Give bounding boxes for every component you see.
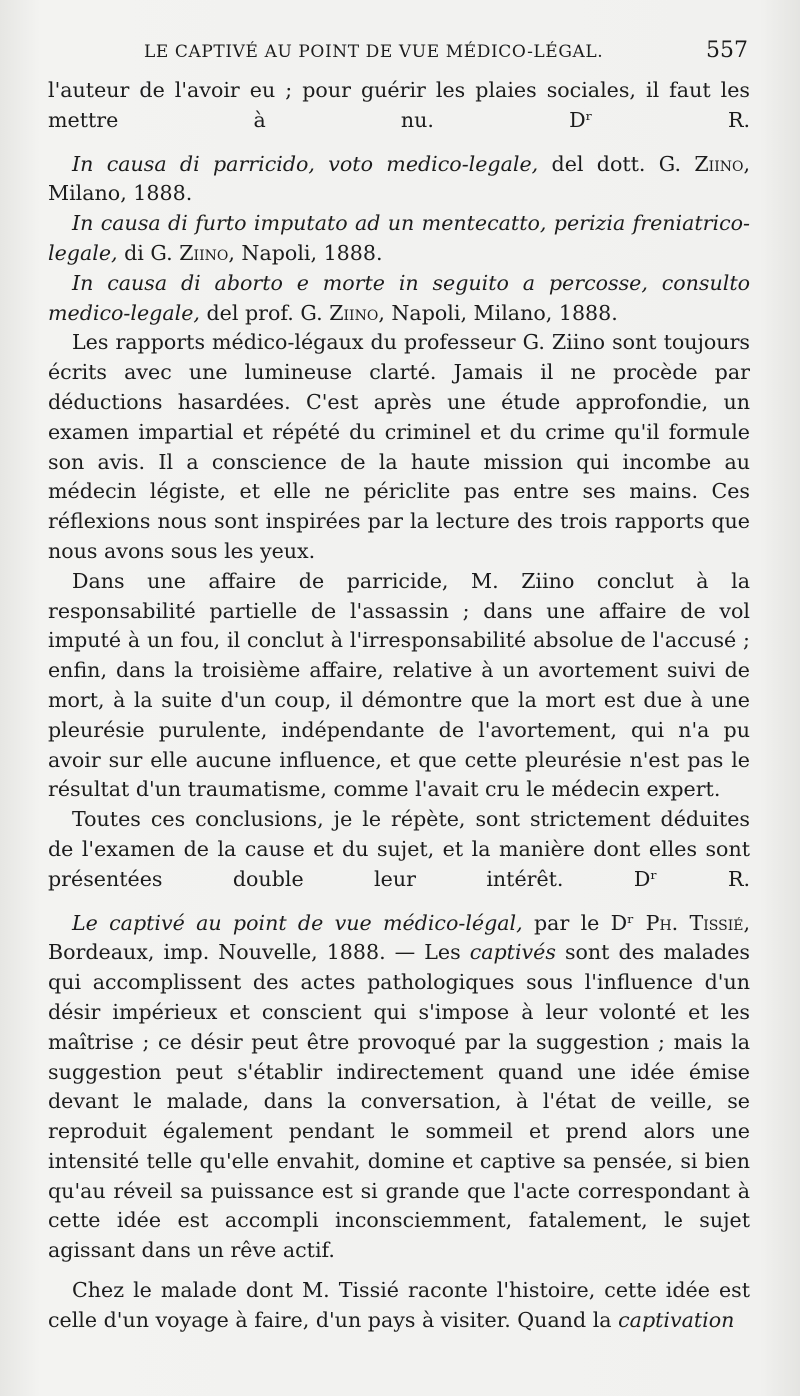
continuation-signature: Dʳ R. — [569, 107, 750, 132]
ziino-paragraph-3 — [48, 805, 750, 894]
ziino-title-3 — [48, 269, 750, 329]
ziino-title-1 — [48, 150, 750, 210]
ziino-title-2-post: , Napoli, 1888. — [228, 240, 383, 265]
ziino-title-3-post: , Napoli, Milano, 1888. — [378, 300, 618, 325]
ziino-title-2-work: In causa di furto imputato ad un mentecatto, perizia freniatrico-legale, — [48, 211, 750, 265]
ziino-title-2-pre: di G. — [124, 240, 173, 265]
page-body — [48, 76, 750, 1336]
paragraph-gap — [48, 1266, 750, 1276]
tissie-paragraph-1-rest: sont des malades qui accomplissent des actes pathologiques sous l'influence d'un désir impérieux et conscient qui s'impose à leur volonté et les maîtrise ; ce désir peut être provoqué par la suggestion ; mais la suggestion peut s'établir indirectement quand une idée émise devant le malade, dans la conversation, à l'état de veille, se reproduit également pendant le sommeil et prend alors une intensité telle qu'elle envahit, domine et captive sa pensée, si bien qu'au réveil sa puissance est si grande que l'acte correspondant à cette idée est accompli inconsciemment, fatalement, le sujet agissant dans un rêve actif. — [48, 940, 750, 1263]
section-gap — [48, 136, 750, 150]
tissie-author: Ph. Tissié — [645, 910, 744, 935]
ziino-signature: Dʳ R. — [633, 866, 750, 891]
ziino-title-1-pre: del dott. G. — [551, 151, 682, 176]
tissie-pre: par le Dʳ — [534, 910, 635, 935]
ziino-title-3-pre: del prof. G. — [206, 300, 323, 325]
section-gap — [48, 895, 750, 909]
page-number: 557 — [706, 38, 748, 63]
tissie-paragraph-2-text: Chez le malade dont M. Tissié raconte l'histoire, cette idée est celle d'un voyage à faire, d'un pays à visiter. Quand la — [48, 1278, 750, 1332]
ziino-paragraph-1: Les rapports médico-légaux du professeur G. Ziino sont toujours écrits avec une lumineuse clarté. Jamais il ne procède par déductions hasardées. C'est après une étude approfondie, un examen impartial et répété du criminel et du crime qu'il formule son avis. Il a conscience de la haute mission qui incombe au médecin légiste, et elle ne périclite pas entre ses mains. Ces réflexions nous sont inspirées par la lecture des trois rapports que nous avons sous les yeux. — [48, 330, 750, 563]
ziino-paragraph-3-text: Toutes ces conclusions, je le répète, sont strictement déduites de l'examen de la cause et du sujet, et la manière dont elles sont présentées double leur intérêt. — [48, 807, 750, 891]
continuation-paragraph — [48, 76, 750, 136]
tissie-paragraph-2-term: captivation — [618, 1307, 735, 1332]
continuation-text: l'auteur de l'avoir eu ; pour guérir les plaies sociales, il faut les mettre à nu. — [48, 78, 750, 132]
running-title: LE CAPTIVÉ AU POINT DE VUE MÉDICO-LÉGAL. — [144, 42, 604, 62]
ziino-title-1-work: In causa di parricido, voto medico-legale, — [72, 151, 539, 176]
ziino-title-3-work: In causa di aborto e morte in seguito a percosse, consulto medico-legale, — [48, 270, 750, 325]
ziino-title-1-author: Ziino — [694, 151, 744, 176]
tissie-title: Le captivé au point de vue médico-légal, — [72, 910, 523, 935]
running-head — [48, 34, 750, 68]
ziino-paragraph-2: Dans une affaire de parricide, M. Ziino conclut à la responsabilité partielle de l'assassin ; dans une affaire de vol imputé à un fou, il conclut à l'irresponsabilité absolue de l'accusé ; enfin, dans la troisième affaire, relative à un avortement suivi de mort, à la suite d'un coup, il démontre que la mort est due à une pleurésie purulente, indépendante de l'avortement, qui n'a pu avoir sur elle aucune influence, et que cette pleurésie n'est pas le résultat d'un traumatisme, comme l'avait cru le médecin expert. — [48, 568, 750, 802]
ziino-title-3-author: Ziino — [329, 300, 379, 325]
ziino-title-2 — [48, 209, 750, 269]
ziino-title-1-post: , Milano, 1888. — [48, 151, 751, 206]
ziino-title-2-author: Ziino — [179, 240, 229, 265]
tissie-paragraph-1 — [48, 909, 750, 1267]
tissie-post: , Bordeaux, imp. Nouvelle, 1888. — Les — [48, 910, 751, 965]
tissie-term: captivés — [469, 940, 556, 965]
tissie-paragraph-2 — [48, 1276, 750, 1336]
